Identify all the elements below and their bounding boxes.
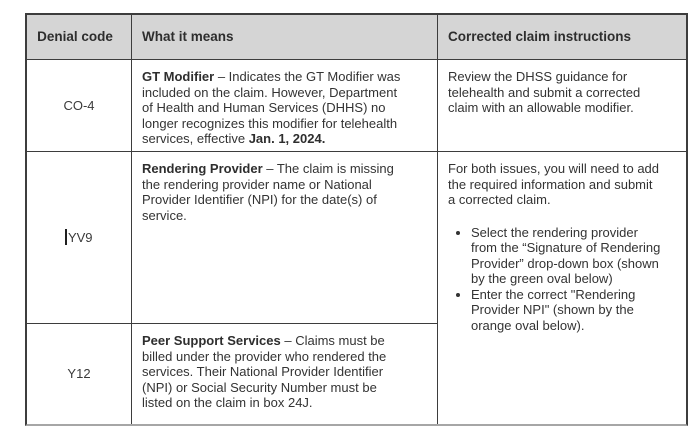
instructions-bullet-list: [448, 225, 662, 334]
instructions-text-co4: Review the DHSS guidance for telehealth and submit a corrected claim with an allowable modifier.: [448, 69, 641, 115]
denial-code-yv9: YV9: [67, 229, 93, 245]
code-cell-yv9: [27, 152, 132, 324]
header-what-it-means-label: What it means: [142, 29, 234, 45]
code-cell-y12: [27, 324, 132, 424]
bullet-enter-provider-npi: • Enter the correct "Rendering Provider NPI" (shown by the orange oval below).: [471, 287, 662, 334]
code-cell-co4: [27, 60, 132, 152]
meaning-body-rendering-provider: – The claim is missing the rendering provider name or National Provider Identifier (NPI) for the date(s) of service.: [142, 161, 394, 223]
header-denial-code: [27, 15, 132, 60]
meaning-lead-gt-modifier: GT Modifier: [142, 69, 215, 84]
bullet-select-rendering-provider: • Select the rendering provider from the “Signature of Rendering Provider” drop-down box (shown by the green oval below): [471, 225, 662, 287]
meaning-lead-rendering-provider: Rendering Provider: [142, 161, 263, 176]
header-what-it-means: [132, 15, 438, 60]
instructions-cell-co4: [438, 60, 686, 152]
header-corrected-claim-instructions-label: Corrected claim instructions: [448, 29, 632, 45]
instructions-cell-merged: [438, 152, 686, 424]
meaning-cell-peer-support: [132, 324, 438, 424]
header-corrected-claim-instructions: [438, 15, 686, 60]
instructions-intro: For both issues, you will need to add the required information and submit a corrected claim.: [448, 161, 660, 207]
meaning-body-peer-support: – Claims must be billed under the provider who rendered the services. Their National Provider Identifier (NPI) or Social Security Number must be listed on the claim in box 24J.: [142, 333, 387, 410]
denial-code-co4: CO-4: [63, 97, 95, 113]
meaning-cell-gt-modifier: [132, 60, 438, 152]
meaning-bold-date: Jan. 1, 2024.: [248, 131, 326, 146]
denial-codes-table: [25, 13, 688, 426]
meaning-body-gt-modifier: – Indicates the GT Modifier was included on the claim. However, Department of Health and Human Services (DHHS) no longer recognizes this modifier for telehealth services, effective: [142, 69, 401, 146]
denial-code-y12: Y12: [67, 366, 91, 382]
meaning-lead-peer-support: Peer Support Services: [142, 333, 281, 348]
text-cursor-icon: [65, 229, 67, 245]
header-denial-code-label: Denial code: [37, 29, 113, 45]
meaning-cell-rendering-provider: [132, 152, 438, 324]
